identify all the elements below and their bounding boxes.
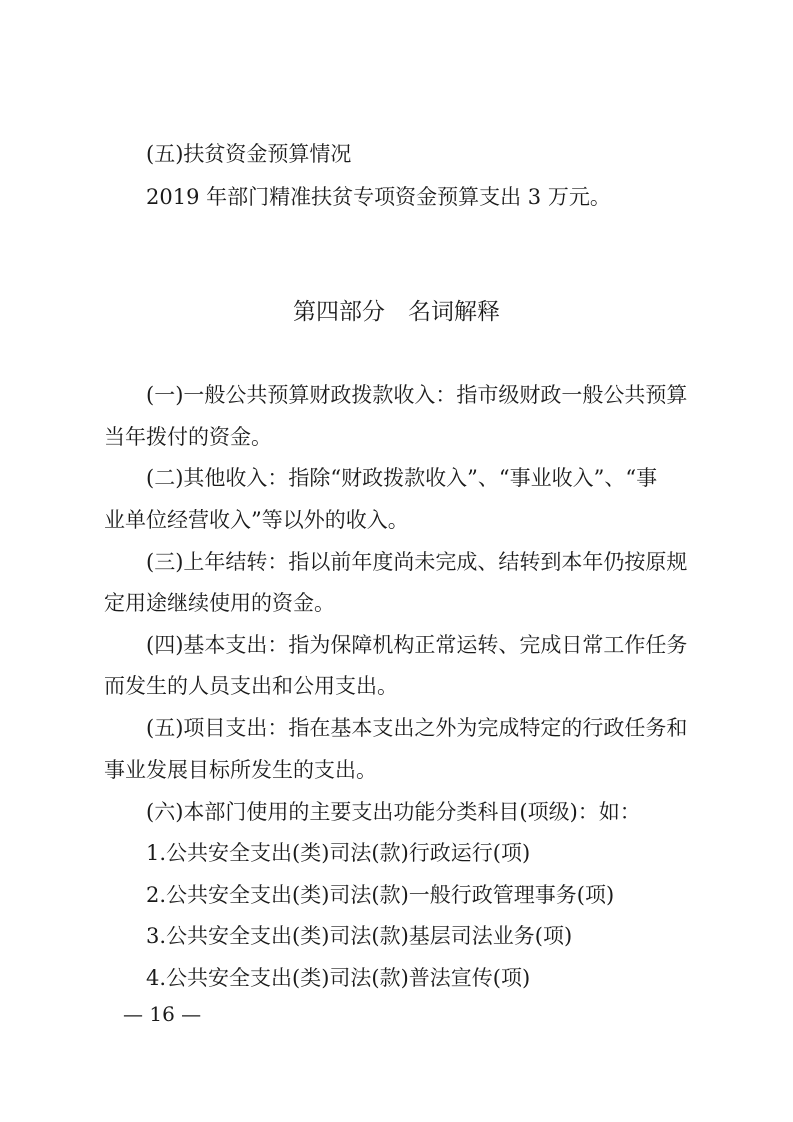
- term-3-line-2: 定用途继续使用的资金。: [104, 591, 335, 615]
- functional-item-3: 3.公共安全支出(类)司法(款)基层司法业务(项): [146, 924, 573, 948]
- functional-item-2: 2.公共安全支出(类)司法(款)一般行政管理事务(项): [146, 883, 615, 907]
- term-4-line-1: (四)基本支出：指为保障机构正常运转、完成日常工作任务: [146, 633, 688, 657]
- functional-item-1: 1.公共安全支出(类)司法(款)行政运行(项): [146, 841, 531, 865]
- term-5-line-2: 事业发展目标所发生的支出。: [104, 758, 377, 782]
- term-2-line-2: 业单位经营收入”等以外的收入。: [104, 508, 409, 532]
- functional-item-4: 4.公共安全支出(类)司法(款)普法宣传(项): [146, 966, 531, 990]
- term-4-line-2: 而发生的人员支出和公用支出。: [104, 674, 398, 698]
- section-5-title: (五)扶贫资金预算情况: [146, 142, 352, 166]
- term-1-line-2: 当年拨付的资金。: [104, 425, 272, 449]
- term-1-line-1: (一)一般公共预算财政拨款收入：指市级财政一般公共预算: [146, 383, 688, 407]
- term-3-line-1: (三)上年结转：指以前年度尚未完成、结转到本年仍按原规: [146, 550, 688, 574]
- functional-intro: (六)本部门使用的主要支出功能分类科目(项级)：如：: [146, 800, 641, 824]
- part-4-heading: 第四部分 名词解释: [293, 299, 500, 325]
- section-5-body: 2019 年部门精准扶贫专项资金预算支出 3 万元。: [146, 185, 611, 209]
- term-5-line-1: (五)项目支出：指在基本支出之外为完成特定的行政任务和: [146, 716, 688, 740]
- term-2-line-1: (二)其他收入：指除“财政拨款收入”、“事业收入”、“事: [146, 466, 658, 490]
- page-number: — 16 —: [123, 1002, 202, 1026]
